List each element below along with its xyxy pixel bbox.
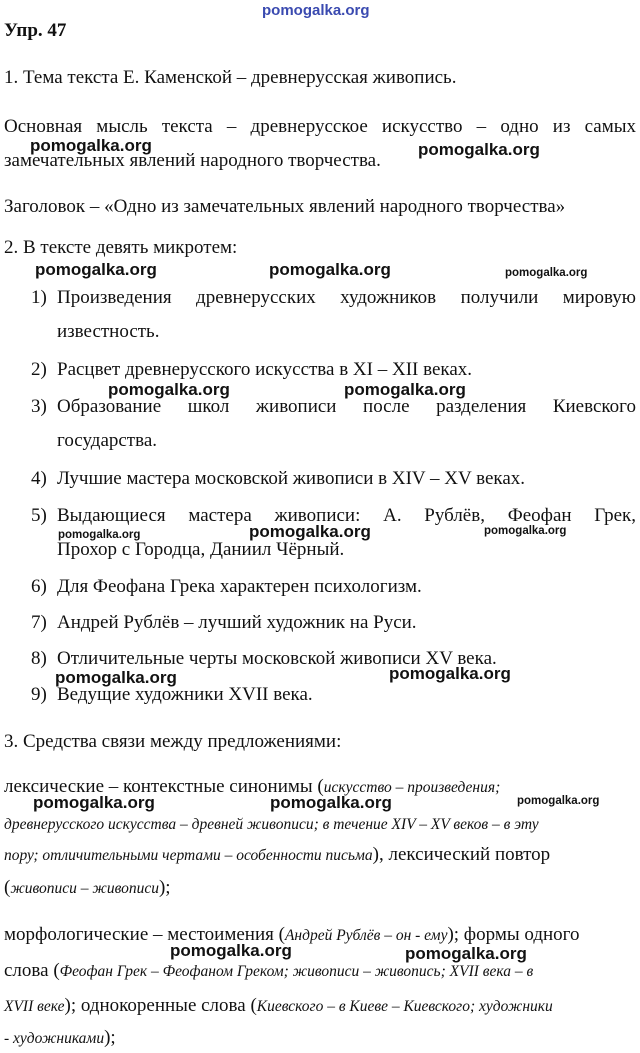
text-span: ); — [104, 1027, 116, 1048]
watermark: pomogalka.org — [484, 525, 567, 537]
list-item-number: 8) — [31, 648, 47, 669]
example-span: пору; отличительными чертами – особенности письма — [4, 847, 373, 864]
example-span: искусство – произведения; — [323, 779, 501, 796]
example-span: древнерусского искусства – древней живописи; в течение XIV – XV веков – в эту — [4, 816, 539, 833]
watermark: pomogalka.org — [55, 668, 177, 687]
list-item-number: 1) — [31, 287, 47, 308]
list-item-text: Лучшие мастера московской живописи в XIV – XV веках. — [57, 468, 526, 489]
text-span: ); однокоренные слова ( — [64, 995, 257, 1016]
list-item-text: Выдающиеся мастера живописи: А. Рублёв, Феофан Грек, — [57, 505, 636, 526]
text-span: ), лексический повтор — [372, 844, 551, 865]
example-span: Андрей Рублёв – он - ему — [284, 927, 448, 944]
microthemes-heading: 2. В тексте девять микротем: — [4, 237, 238, 258]
watermark: pomogalka.org — [270, 793, 392, 812]
list-item-text: известность. — [57, 321, 160, 342]
text-span: ( — [4, 877, 11, 898]
list-item-text: Для Феофана Грека характерен психологизм. — [57, 576, 422, 597]
text-span: слова ( — [4, 960, 60, 981]
list-item-number: 2) — [31, 359, 47, 380]
text-span: лексические – контекстные синонимы ( — [4, 776, 324, 797]
lexical-line-3 — [4, 843, 550, 868]
lexical-line-1 — [4, 775, 500, 800]
watermark: pomogalka.org — [262, 2, 370, 19]
list-item-text: Произведения древнерусских художников получили мировую — [57, 287, 636, 308]
list-item-number: 6) — [31, 576, 47, 597]
watermark: pomogalka.org — [35, 260, 157, 279]
list-item-text: Расцвет древнерусского искусства в XI – XII веках. — [57, 359, 473, 380]
list-item-number: 9) — [31, 684, 47, 705]
lexical-line-2 — [4, 812, 539, 837]
list-item-text: Ведущие художники XVII века. — [57, 684, 313, 705]
list-item-number: 4) — [31, 468, 47, 489]
morph-line-4 — [4, 1026, 116, 1051]
watermark: pomogalka.org — [170, 941, 292, 960]
list-item-number: 5) — [31, 505, 47, 526]
morph-line-1 — [4, 923, 579, 948]
example-span: - художниками — [4, 1030, 105, 1047]
watermark: pomogalka.org — [58, 529, 141, 541]
list-item-text: Отличительные черты московской живописи XV века. — [57, 648, 497, 669]
list-item-text: Образование школ живописи после разделения Киевского — [57, 396, 636, 417]
main-idea-line-2: замечательных явлений народного творчества. — [4, 150, 381, 171]
watermark: pomogalka.org — [517, 795, 600, 807]
watermark: pomogalka.org — [389, 664, 511, 683]
example-span: живописи – живописи — [10, 880, 159, 897]
title-line: Заголовок – «Одно из замечательных явлений народного творчества» — [4, 196, 566, 217]
example-span: Феофан Грек – Феофаном Греком; живописи – живопись; XVII века – в — [59, 963, 534, 980]
connections-heading: 3. Средства связи между предложениями: — [4, 731, 342, 752]
watermark: pomogalka.org — [108, 380, 230, 399]
watermark: pomogalka.org — [505, 267, 588, 279]
watermark: pomogalka.org — [344, 380, 466, 399]
main-idea-line-1: Основная мысль текста – древнерусское искусство – одно из самых — [4, 116, 636, 137]
topic-line: 1. Тема текста Е. Каменской – древнерусская живопись. — [4, 67, 457, 88]
watermark: pomogalka.org — [249, 522, 371, 541]
watermark: pomogalka.org — [269, 260, 391, 279]
morph-line-3 — [4, 994, 553, 1019]
morph-line-2 — [4, 959, 533, 984]
watermark: pomogalka.org — [33, 793, 155, 812]
text-span: ); — [158, 877, 171, 898]
watermark: pomogalka.org — [405, 944, 527, 963]
watermark: pomogalka.org — [30, 136, 152, 155]
text-span: ); формы одного — [447, 924, 580, 945]
list-item-number: 3) — [31, 396, 47, 417]
list-item-number: 7) — [31, 612, 47, 633]
list-item-text: Андрей Рублёв – лучший художник на Руси. — [57, 612, 417, 633]
example-span: Киевского – в Киеве – Киевского; художники — [256, 998, 553, 1015]
watermark: pomogalka.org — [418, 140, 540, 159]
exercise-title: Упр. 47 — [4, 20, 67, 41]
list-item-text: государства. — [57, 430, 158, 451]
lexical-line-4 — [4, 876, 171, 901]
example-span: XVII веке — [4, 998, 65, 1015]
text-span: морфологические – местоимения ( — [4, 924, 285, 945]
list-item-text: Прохор с Городца, Даниил Чёрный. — [57, 539, 345, 560]
